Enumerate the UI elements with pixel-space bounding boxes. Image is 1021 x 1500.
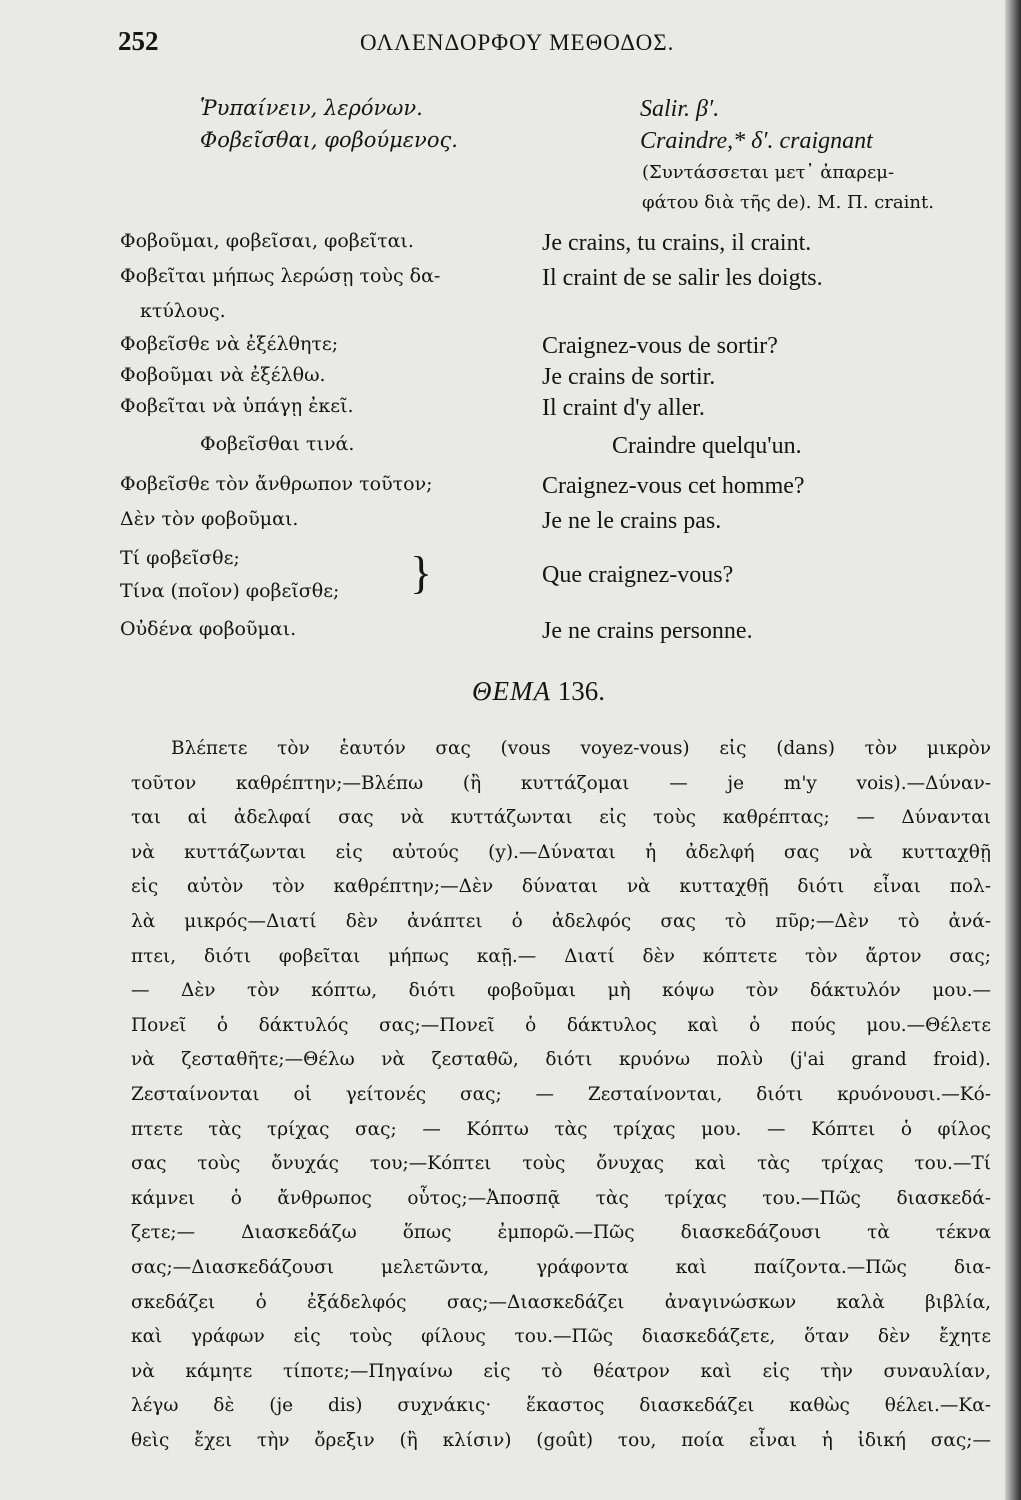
note-line: φάτου διὰ τῆς de). Μ. Π. craint. [642,192,934,213]
body-line: καὶ γράφων εἰς τοὺς φίλους του.—Πῶς διασκεδάζετε, ὅταν δὲν ἔχητε [131,1326,991,1348]
body-line: νὰ κυττάζωνται εἰς αὐτούς (y).—Δύναται ἡ ἀδελφή σας νὰ κυτταχθῇ [131,841,991,863]
body-line: Βλέπετε τὸν ἑαυτόν σας (vous voyez-vous) εἰς (dans) τὸν μικρὸν [171,738,991,759]
phrase-french: Je crains, tu crains, il craint. [542,230,812,256]
phrase-french: Craignez-vous cet homme? [542,473,805,499]
page-number: 252 [118,26,159,56]
phrase-greek: κτύλους. [140,300,226,322]
body-line: νὰ ζεσταθῆτε;—Θέλω νὰ ζεσταθῶ, διότι κρυόνω πολὺ (j'ai grand froid). [131,1049,991,1071]
theme-number: 136. [557,676,605,706]
phrase-french: Il craint d'y aller. [542,395,705,421]
note-line: (Συντάσσεται μετ᾽ ἀπαρεμ- [642,162,895,183]
body-line: πτει, διότι φοβεῖται μήπως καῇ.— Διατί δὲν κόπτετε τὸν ἄρτον σας; [131,945,991,967]
body-line: Πονεῖ ὁ δάκτυλός σας;—Πονεῖ ὁ δάκτυλος καὶ ὁ πούς μου.—Θέλετε [131,1014,991,1036]
body-line: σας;—Διασκεδάζουσι μελετῶντα, γράφοντα καὶ παίζοντα.—Πῶς δια- [131,1256,991,1278]
phrase-greek: Φοβοῦμαι, φοβεῖσαι, φοβεῖται. [120,230,414,252]
body-line: εἰς αὐτὸν τὸν καθρέπτην;—Δὲν δύναται νὰ κυτταχθῇ διότι εἶναι πολ- [131,876,991,898]
body-line: λέγω δὲ (je dis) συχνάκις· ἕκαστος διασκεδάζει καθὼς θέλει.—Κα- [131,1395,991,1417]
phrase-greek: Τίνα (ποῖον) φοβεῖσθε; [120,580,340,602]
phrase-greek: Οὐδένα φοβοῦμαι. [120,618,297,640]
phrase-french: Craignez-vous de sortir? [542,333,778,359]
body-line: ζετε;— Διασκεδάζω ὅπως ἐμπορῶ.—Πῶς διασκεδάζουσι τὰ τέκνα [131,1222,991,1244]
phrase-greek: Φοβεῖται νὰ ὑπάγῃ ἐκεῖ. [120,395,354,417]
body-line: Ζεσταίνονται οἱ γείτονές σας; — Ζεσταίνονται, διότι κρυόνουσι.—Κό- [131,1083,991,1105]
vocab-french: Craindre,* δ′. craignant [640,128,873,154]
vocab-greek: Ῥυπαίνειν, λερόνων. [200,96,423,120]
phrase-greek: Φοβεῖται μήπως λερώσῃ τοὺς δα- [120,265,441,287]
phrase-french: Craindre quelqu'un. [612,433,802,459]
body-line: νὰ κάμητε τίποτε;—Πηγαίνω εἰς τὸ θέατρον καὶ εἰς τὴν συναυλίαν, [131,1360,991,1382]
phrase-french: Il craint de se salir les doigts. [542,265,823,291]
theme-label: ΘΕΜΑ [472,676,551,706]
theme-heading [472,676,605,707]
body-line: σκεδάζει ὁ ἐξάδελφός σας;—Διασκεδάζει ἀναγινώσκων καλὰ βιβλία, [131,1291,991,1313]
phrase-french: Je ne crains personne. [542,618,753,644]
body-line: πτετε τὰς τρίχας σας; — Κόπτω τὰς τρίχας μου. — Κόπτει ὁ φίλος [131,1118,991,1140]
body-line: ται αἱ ἀδελφαί σας νὰ κυττάζωνται εἰς τοὺς καθρέπτας; — Δύνανται [131,807,991,829]
page-header [0,26,1000,66]
phrase-greek: Φοβοῦμαι νὰ ἐξέλθω. [120,364,326,386]
phrase-greek: Δὲν τὸν φοβοῦμαι. [120,508,299,530]
phrase-french: Je ne le crains pas. [542,508,722,534]
vocab-french: Salir. β′. [640,96,720,122]
phrase-greek: Φοβεῖσθε τὸν ἄνθρωπον τοῦτον; [120,473,433,495]
body-line: σας τοὺς ὄνυχάς του;—Κόπτει τοὺς ὄνυχας καὶ τὰς τρίχας του.—Τί [131,1153,991,1175]
exercise-text [131,732,991,1458]
phrase-french: Je crains de sortir. [542,364,716,390]
body-line: κάμνει ὁ ἄνθρωπος οὗτος;—Ἀποσπᾷ τὰς τρίχας του.—Πῶς διασκεδά- [131,1187,991,1209]
phrase-greek: Φοβεῖσθε νὰ ἐξέλθητε; [120,333,339,355]
body-line: λὰ μικρός—Διατί δὲν ἀνάπτει ὁ ἀδελφός σας τὸ πῦρ;—Δὲν τὸ ἀνά- [131,910,991,932]
phrase-greek: Φοβεῖσθαι τινά. [200,433,355,455]
body-line: θεὶς ἔχει τὴν ὄρεξιν (ἢ κλίσιν) (goût) του, ποία εἶναι ἡ ἰδική σας;— [131,1429,991,1451]
phrase-french: Que craignez-vous? [542,562,734,588]
body-line: — Δὲν τὸν κόπτω, διότι φοβοῦμαι μὴ κόψω τὸν δάκτυλόν μου.— [131,980,991,1002]
vocab-greek: Φοβεῖσθαι, φοβούμενος. [200,128,458,152]
running-title: ΟΛΛΕΝΔΟΡΦΟΥ ΜΕΘΟΔΟΣ. [360,30,675,55]
phrase-greek: Τί φοβεῖσθε; [120,547,240,569]
brace-glyph: } [410,547,433,598]
page-spine-shadow [1005,0,1021,1500]
body-line: τοῦτον καθρέπτην;—Βλέπω (ἢ κυττάζομαι — je m'y vois).—Δύναν- [131,772,991,794]
